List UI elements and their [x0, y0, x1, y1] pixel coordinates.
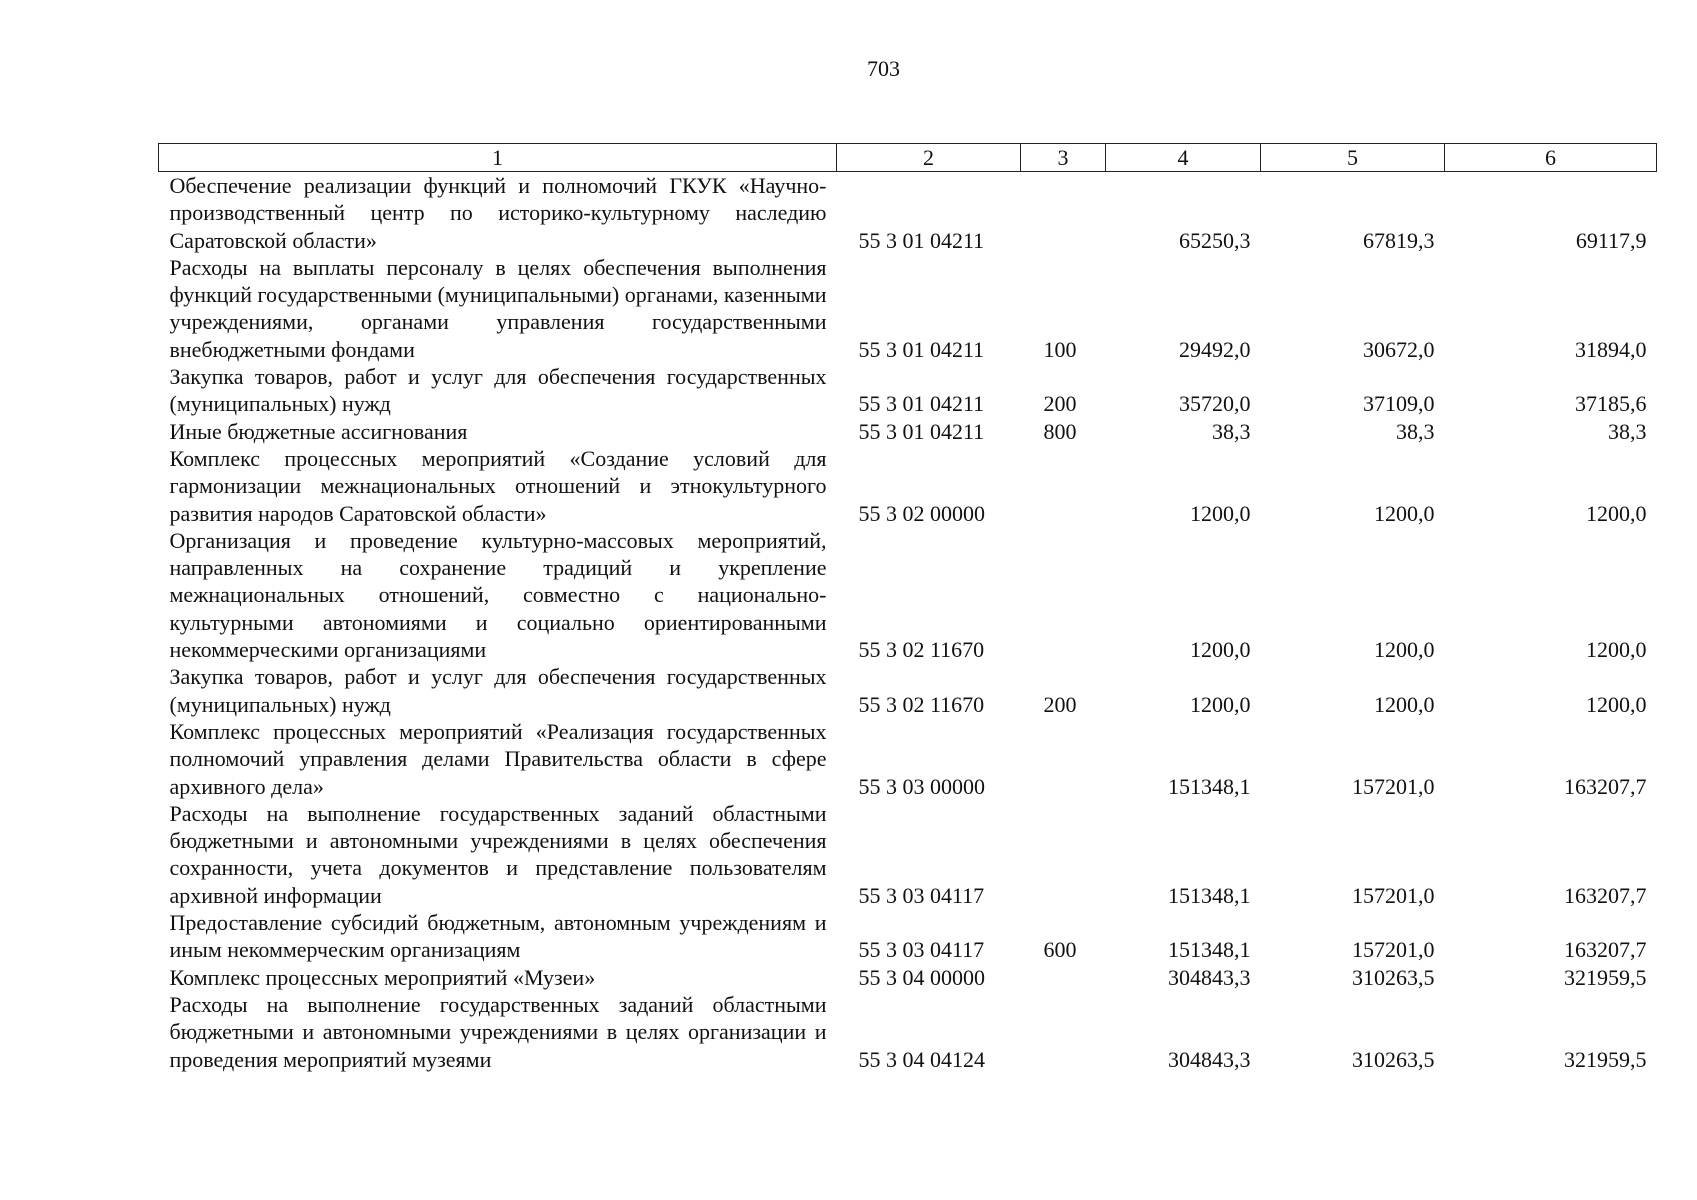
row-value-year2: 157201,0 — [1352, 937, 1435, 963]
row-value-year1: 29492,0 — [1179, 336, 1251, 362]
row-expense-type — [1021, 718, 1106, 800]
row-value-year3: 69117,9 — [1575, 227, 1647, 253]
row-value-year3: 163207,7 — [1564, 773, 1647, 799]
row-code: 55 3 02 00000 — [858, 500, 985, 526]
row-code: 55 3 01 04211 — [858, 336, 985, 362]
row-value-year2: 38,3 — [1396, 418, 1435, 444]
row-name: Комплекс процессных мероприятий «Создание условий для гармонизации межнациональных отношений и этнокультурного развития народов Саратовской области» — [169, 445, 827, 526]
row-name: Организация и проведение культурно-массовых мероприятий, направленных на сохранение традиций и укрепление межнациональных отношений, совместно с национально-культурными автономиями и социально ориентированными некоммерческими организациями — [169, 527, 827, 663]
row-value-year2: 37109,0 — [1363, 391, 1435, 417]
row-value-year2: 310263,5 — [1352, 1046, 1435, 1072]
row-value-year2: 157201,0 — [1352, 773, 1435, 799]
row-code: 55 3 04 00000 — [858, 964, 985, 990]
row-name: Расходы на выплаты персоналу в целях обеспечения выполнения функций государственными (муниципальными) органами, казенными учреждениями, органами управления государственными внебюджетными фондами — [169, 254, 827, 362]
table-row — [159, 254, 1657, 363]
header-col-4: 4 — [1106, 144, 1261, 172]
table-row — [159, 172, 1657, 254]
row-value-year3: 163207,7 — [1564, 882, 1647, 908]
table-row — [159, 527, 1657, 663]
row-name: Закупка товаров, работ и услуг для обеспечения государственных (муниципальных) нужд — [169, 664, 827, 717]
table-body — [159, 172, 1657, 1073]
header-col-1: 1 — [159, 144, 837, 172]
row-name: Предоставление субсидий бюджетным, автономным учреждениям и иным некоммерческим организациям — [169, 910, 827, 963]
header-col-2: 2 — [837, 144, 1021, 172]
row-code: 55 3 03 04117 — [858, 882, 985, 908]
row-value-year3: 1200,0 — [1586, 500, 1647, 526]
row-value-year2: 67819,3 — [1363, 227, 1435, 253]
row-value-year1: 38,3 — [1212, 418, 1251, 444]
row-value-year3: 31894,0 — [1575, 336, 1647, 362]
table-row — [159, 909, 1657, 964]
page-number: 703 — [867, 56, 900, 81]
table-row — [159, 991, 1657, 1073]
row-expense-type: 100 — [1043, 336, 1077, 362]
table-row — [159, 800, 1657, 909]
row-code: 55 3 03 04117 — [858, 937, 985, 963]
row-value-year1: 151348,1 — [1168, 937, 1251, 963]
row-expense-type: 800 — [1043, 418, 1077, 444]
header-row — [159, 144, 1657, 172]
table-row — [159, 718, 1657, 800]
row-value-year2: 1200,0 — [1374, 500, 1435, 526]
row-value-year3: 321959,5 — [1564, 964, 1647, 990]
row-name: Расходы на выполнение государственных заданий областными бюджетными и автономными учреждениями в целях организации и проведения мероприятий музеями — [169, 991, 827, 1072]
row-name: Закупка товаров, работ и услуг для обеспечения государственных (муниципальных) нужд — [169, 364, 827, 417]
row-code: 55 3 03 00000 — [858, 773, 985, 799]
row-code: 55 3 02 11670 — [858, 691, 985, 717]
row-code: 55 3 01 04211 — [858, 391, 985, 417]
table-row — [159, 445, 1657, 527]
row-value-year3: 1200,0 — [1586, 637, 1647, 663]
row-value-year2: 1200,0 — [1374, 637, 1435, 663]
row-value-year3: 163207,7 — [1564, 937, 1647, 963]
row-code: 55 3 01 04211 — [858, 418, 985, 444]
row-expense-type: 600 — [1043, 937, 1077, 963]
table-header — [159, 144, 1657, 172]
row-code: 55 3 01 04211 — [858, 227, 985, 253]
budget-table — [158, 143, 1657, 1073]
table-row — [159, 964, 1657, 991]
row-value-year1: 151348,1 — [1168, 882, 1251, 908]
row-code: 55 3 02 11670 — [858, 637, 985, 663]
row-value-year1: 35720,0 — [1179, 391, 1251, 417]
row-value-year1: 65250,3 — [1179, 227, 1251, 253]
row-expense-type: 200 — [1043, 691, 1077, 717]
row-expense-type — [1021, 800, 1106, 909]
header-col-6: 6 — [1445, 144, 1657, 172]
header-col-5: 5 — [1261, 144, 1445, 172]
row-expense-type — [1021, 527, 1106, 663]
row-value-year1: 1200,0 — [1190, 637, 1251, 663]
row-expense-type — [1021, 445, 1106, 527]
row-value-year3: 38,3 — [1608, 418, 1647, 444]
header-col-3: 3 — [1021, 144, 1106, 172]
table-row — [159, 418, 1657, 445]
row-name: Комплекс процессных мероприятий «Музеи» — [169, 964, 596, 990]
row-expense-type — [1021, 991, 1106, 1073]
table-row — [159, 663, 1657, 718]
row-value-year1: 1200,0 — [1190, 691, 1251, 717]
row-value-year1: 1200,0 — [1190, 500, 1251, 526]
row-value-year2: 1200,0 — [1374, 691, 1435, 717]
row-name: Обеспечение реализации функций и полномочий ГКУК «Научно-производственный центр по историко-культурному наследию Саратовской области» — [169, 173, 827, 253]
row-value-year3: 37185,6 — [1575, 391, 1647, 417]
row-value-year2: 310263,5 — [1352, 964, 1435, 990]
row-name: Иные бюджетные ассигнования — [169, 418, 468, 444]
row-expense-type — [1021, 964, 1106, 991]
row-value-year1: 304843,3 — [1168, 964, 1251, 990]
row-expense-type: 200 — [1043, 391, 1077, 417]
table-row — [159, 363, 1657, 418]
row-value-year2: 30672,0 — [1363, 336, 1435, 362]
row-value-year2: 157201,0 — [1352, 882, 1435, 908]
row-value-year1: 304843,3 — [1168, 1046, 1251, 1072]
row-value-year3: 1200,0 — [1586, 691, 1647, 717]
row-value-year3: 321959,5 — [1564, 1046, 1647, 1072]
row-expense-type — [1021, 172, 1106, 254]
row-name: Комплекс процессных мероприятий «Реализация государственных полномочий управления делами Правительства области в сфере архивного дела» — [169, 718, 827, 799]
row-code: 55 3 04 04124 — [858, 1046, 985, 1072]
row-value-year1: 151348,1 — [1168, 773, 1251, 799]
row-name: Расходы на выполнение государственных заданий областными бюджетными и автономными учреждениями в целях обеспечения сохранности, учета документов и представление пользователям архивной информации — [169, 800, 827, 908]
